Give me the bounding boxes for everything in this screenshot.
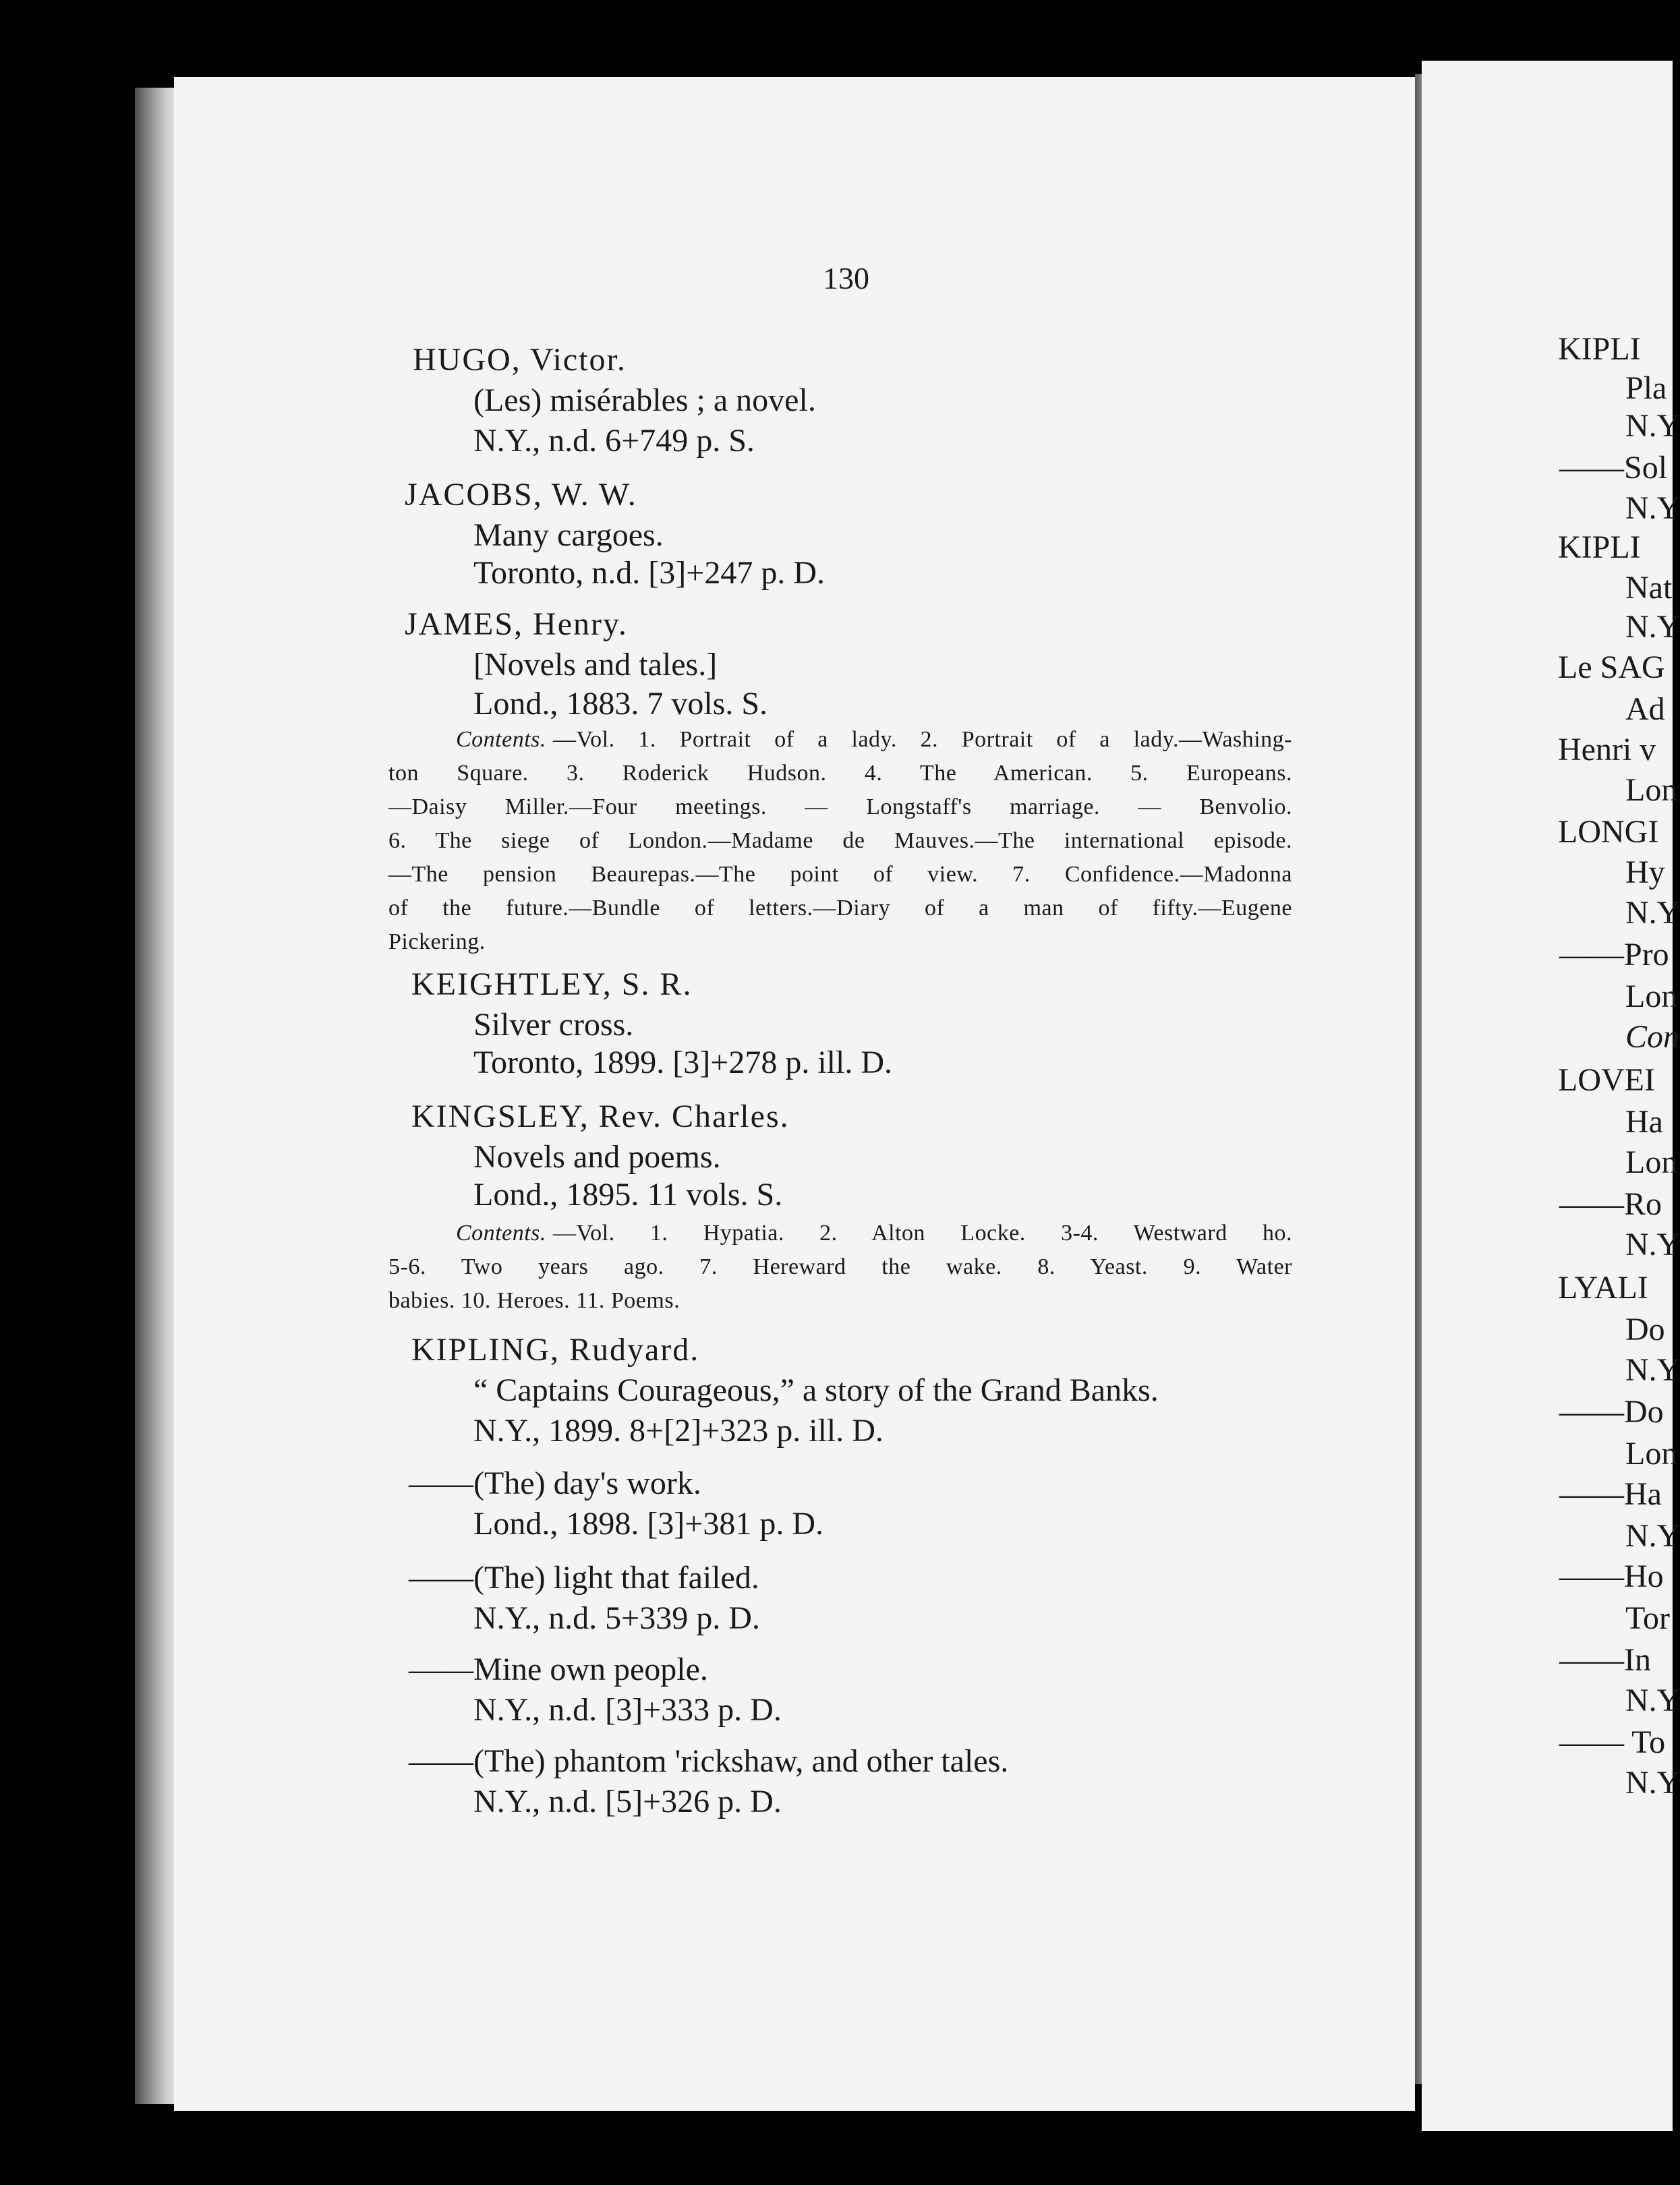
- right-fragment: N.Y: [1625, 1352, 1680, 1388]
- right-fragment: Hy: [1625, 854, 1665, 890]
- right-fragment: N.Y: [1625, 1227, 1680, 1262]
- right-fragment: —— To: [1559, 1724, 1666, 1760]
- right-fragment: N.Y: [1625, 609, 1680, 645]
- entry-imprint: N.Y., n.d. 5+339 p. D.: [473, 1600, 760, 1636]
- right-fragment: KIPLI: [1558, 331, 1641, 367]
- right-fragment: ——Ha: [1559, 1476, 1662, 1512]
- entry-imprint: N.Y., 1899. 8+[2]+323 p. ill. D.: [473, 1413, 884, 1449]
- entry-heading: KIPLING, Rudyard.: [411, 1332, 700, 1368]
- entry-imprint: N.Y., n.d. 6+749 p. S.: [473, 423, 755, 459]
- entry-title: “ Captains Courageous,” a story of the Grand Banks.: [473, 1372, 1159, 1408]
- right-fragment: ——Do: [1559, 1394, 1664, 1430]
- right-fragment: N.Y: [1625, 1765, 1680, 1801]
- entry-imprint: N.Y., n.d. [5]+326 p. D.: [473, 1784, 782, 1819]
- right-fragment: ——Ho: [1559, 1558, 1664, 1594]
- entry-imprint: Lond., 1883. 7 vols. S.: [473, 686, 768, 722]
- right-fragment: Con: [1625, 1019, 1680, 1055]
- right-fragment: Nat: [1625, 570, 1673, 606]
- entry-imprint: Toronto, n.d. [3]+247 p. D.: [473, 555, 825, 591]
- right-fragment: Lon: [1625, 772, 1678, 808]
- entry-heading: KINGSLEY, Rev. Charles.: [411, 1099, 790, 1134]
- contents-line: Pickering.: [388, 929, 486, 954]
- entry-imprint: Toronto, 1899. [3]+278 p. ill. D.: [473, 1045, 892, 1080]
- right-fragment: Le SAG: [1558, 649, 1665, 685]
- entry-heading: ——(The) phantom 'rickshaw, and other tales.: [409, 1743, 1009, 1779]
- right-fragment: Ad: [1625, 691, 1665, 727]
- right-fragment: ——Sol: [1559, 450, 1668, 486]
- entry-heading: JACOBS, W. W.: [405, 477, 637, 513]
- contents-line: of the future.—Bundle of letters.—Diary of a man of fifty.—Eugene: [388, 896, 1292, 921]
- right-fragment: N.Y: [1625, 1683, 1680, 1718]
- right-fragment: Do: [1625, 1312, 1665, 1347]
- entry-title: Silver cross.: [473, 1007, 634, 1043]
- right-fragment: Lon: [1625, 1144, 1678, 1180]
- right-fragment: KIPLI: [1558, 529, 1641, 565]
- right-fragment: N.Y: [1625, 490, 1680, 526]
- entry-title: Novels and poems.: [473, 1139, 721, 1175]
- entry-imprint: N.Y., n.d. [3]+333 p. D.: [473, 1692, 782, 1728]
- right-fragment: LOVEI: [1558, 1062, 1655, 1098]
- contents-line: babies. 10. Heroes. 11. Poems.: [388, 1288, 680, 1313]
- right-fragment: Pla: [1625, 370, 1667, 406]
- right-fragment: Tor: [1625, 1600, 1670, 1636]
- entry-heading: HUGO, Victor.: [413, 342, 627, 378]
- entry-title: [Novels and tales.]: [473, 647, 718, 682]
- contents-line: —Vol. 1. Hypatia. 2. Alton Locke. 3-4. Westward ho.: [553, 1221, 1292, 1246]
- entry-imprint: Lond., 1898. [3]+381 p. D.: [473, 1506, 824, 1542]
- right-page-text-clip: [1422, 61, 1680, 2131]
- right-fragment: N.Y: [1625, 895, 1680, 931]
- entry-heading: JAMES, Henry.: [405, 606, 628, 642]
- right-fragment: Ha: [1625, 1104, 1663, 1140]
- right-fragment: N.Y: [1625, 408, 1680, 444]
- entry-title: Many cargoes.: [473, 517, 664, 553]
- entry-title: (Les) misérables ; a novel.: [473, 382, 816, 418]
- contents-line: 6. The siege of London.—Madame de Mauves.—The international episode.: [388, 828, 1292, 853]
- contents-line: —Vol. 1. Portrait of a lady. 2. Portrait of a lady.—Washing-: [553, 727, 1292, 752]
- right-fragment: LONGI: [1558, 814, 1659, 850]
- entry-imprint: Lond., 1895. 11 vols. S.: [473, 1177, 783, 1213]
- entry-heading: ——(The) light that failed.: [409, 1560, 759, 1596]
- contents-line: —The pension Beaurepas.—The point of view. 7. Confidence.—Madonna: [388, 862, 1292, 887]
- right-fragment: Lon: [1625, 1436, 1678, 1472]
- right-fragment: ——In: [1559, 1642, 1651, 1678]
- entry-heading: ——(The) day's work.: [409, 1465, 701, 1501]
- contents-line: 5-6. Two years ago. 7. Hereward the wake. 8. Yeast. 9. Water: [388, 1254, 1292, 1279]
- entry-heading: ——Mine own people.: [409, 1652, 708, 1687]
- right-fragment: ——Pro: [1559, 937, 1669, 972]
- page-number: 130: [823, 261, 869, 295]
- right-fragment: N.Y: [1625, 1518, 1680, 1554]
- contents-line: ton Square. 3. Roderick Hudson. 4. The American. 5. Europeans.: [388, 761, 1292, 786]
- contents-label: Contents.: [456, 727, 546, 752]
- right-fragment: LYALI: [1558, 1270, 1648, 1306]
- contents-line: —Daisy Miller.—Four meetings. — Longstaff's marriage. — Benvolio.: [388, 794, 1292, 819]
- right-fragment: Lon: [1625, 979, 1678, 1014]
- entry-heading: KEIGHTLEY, S. R.: [411, 966, 693, 1002]
- right-fragment: ——Ro: [1559, 1186, 1662, 1222]
- right-fragment: Henri v: [1558, 732, 1656, 767]
- contents-label: Contents.: [456, 1221, 546, 1246]
